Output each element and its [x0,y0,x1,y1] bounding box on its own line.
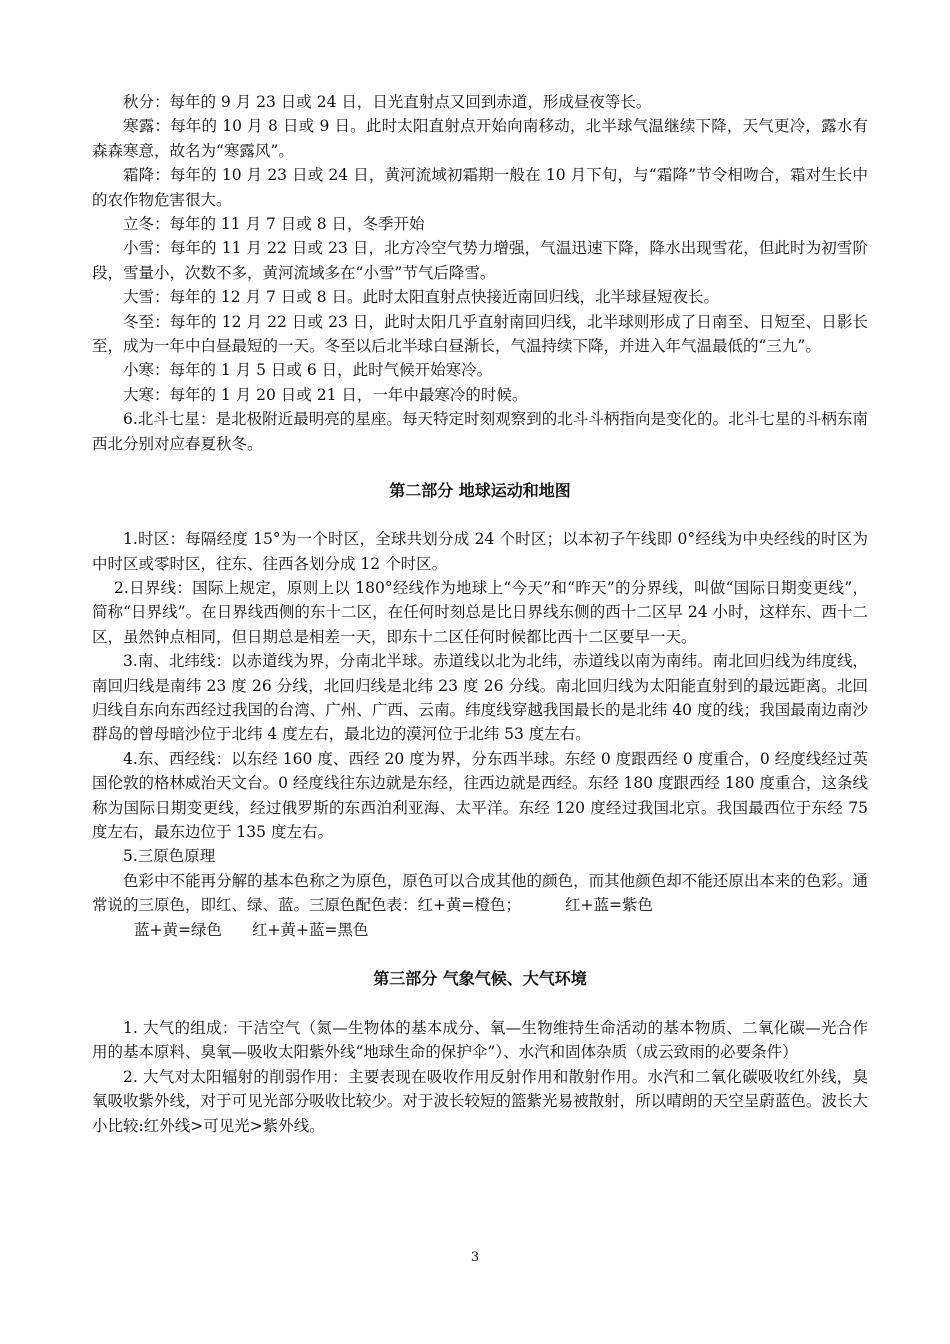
paragraph-major-cold: 大寒：每年的 1 月 20 日或 21 日，一年中最寒冷的时候。 [123,385,528,404]
section-heading-earth-motion: 第二部分 地球运动和地图 [389,481,571,501]
paragraph-minor-cold: 小寒：每年的 1 月 5 日或 6 日，此时气候开始寒冷。 [123,361,493,380]
primary-colors-text: 色彩中不能再分解的基本色称之为原色，原色可以合成其他的颜色，而其他颜色却不能还原出本来的色彩。通常说的三原色，即红、绿、蓝。三原色配色表：红+黄=橙色； [92,871,868,915]
paragraph-autumn-equinox: 秋分：每年的 9 月 23 日或 24 日，日光直射点又回到赤道，形成昼夜等长。 [123,93,652,111]
paragraph-color-mix-table [92,918,868,942]
paragraph-big-dipper: 6.北斗七星：是北极附近最明亮的星座。每天特定时刻观察到的北斗斗柄指向是变化的。北斗七星的斗柄东南西北分别对应春夏秋冬。 [92,410,868,453]
paragraph-latitude: 3.南、北纬线：以赤道线为界，分南北半球。赤道线以北为北纬，赤道线以南为南纬。南北回归线为纬度线，南回归线是南纬 23 度 26 分线，北回归线是北纬 23 度 26 分线。南北回归线为太阳能直射到的最远距离。北回归线自东向东西经过我国的台湾、广州、广西、云南。纬度线穿越我国最长的是北纬 40 度的线；我国最南边南沙群岛的曾母暗沙位于北纬 4 度左右，最北边的漠河位于北纬 53 度左右。 [92,652,868,744]
page-content [92,90,868,1138]
paragraph-start-of-winter: 立冬：每年的 11 月 7 日或 8 日，冬季开始 [123,215,425,234]
paragraph-major-snow: 大雪：每年的 12 月 7 日或 8 日。此时太阳直射点快接近南回归线，北半球昼短夜长。 [123,288,720,307]
paragraph-cold-dew: 寒露：每年的 10 月 8 日或 9 日。此时太阳直射点开始向南移动，北半球气温继续下降，天气更冷，露水有森森寒意，故名为“寒露风”。 [92,117,868,160]
color-mix-blue-yellow: 蓝+黄=绿色 [134,920,222,939]
page-number: 3 [470,1250,480,1265]
color-mix-red-blue: 红+蓝=紫色 [564,896,653,915]
paragraph-time-zones: 1.时区：每隔经度 15°为一个时区，全球共划分成 24 个时区；以本初子午线即 0°经线为中央经线的时区为中时区或零时区，往东、往西各划分成 12 个时区。 [92,530,868,573]
paragraph-atmosphere-composition: 1. 大气的组成：干洁空气（氮—生物体的基本成分、氧—生物维持生命活动的基本物质、二氧化碳—光合作用的基本原料、臭氧—吸收太阳紫外线“地球生命的保护伞”）、水汽和固体杂质（成云致雨的必要条件） [92,1019,868,1062]
paragraph-primary-colors-heading: 5.三原色原理 [123,847,216,866]
section-heading-weather-climate: 第三部分 气象气候、大气环境 [373,969,587,988]
paragraph-solar-radiation: 2. 大气对太阳辐射的削弱作用：主要表现在吸收作用反射作用和散射作用。水汽和二氧化碳吸收红外线，臭氧吸收紫外线，对于可见光部分吸收比较少。对于波长较短的篮紫光易被散射，所以晴朗的天空呈蔚蓝色。波长大小比较:红外线>可见光>紫外线。 [92,1067,868,1135]
color-mix-red-yellow-blue: 红+黄+蓝=黑色 [251,920,369,939]
paragraph-frost-descent: 霜降：每年的 10 月 23 日或 24 日，黄河流域初霜期一般在 10 月下旬，与“霜降”节令相吻合，霜对生长中的农作物危害很大。 [92,166,868,209]
paragraph-winter-solstice: 冬至：每年的 12 月 22 日或 23 日，此时太阳几乎直射南回归线，北半球则形成了日南至、日短至、日影长至，成为一年中白昼最短的一天。冬至以后北半球白昼渐长，气温持续下降，并进入年气温最低的“三九”。 [92,312,868,356]
paragraph-primary-colors [92,869,868,918]
paragraph-date-line: 2.日界线：国际上规定，原则上以 180°经线作为地球上“今天”和“昨天”的分界线，叫做“国际日期变更线”，简称“日界线”。在日界线西侧的东十二区，在任何时刻总是比日界线东侧的西十二区早 24 小时，这样东、西十二区，虽然钟点相同，但日期总是相差一天，即东十二区任何时候都比西十二区要早一天。 [92,578,868,646]
paragraph-minor-snow: 小雪：每年的 11 月 22 日或 23 日，北方冷空气势力增强，气温迅速下降，降水出现雪花，但此时为初雪阶段，雪量小，次数不多，黄河流域多在“小雪”节气后降雪。 [92,239,868,282]
paragraph-longitude: 4.东、西经线：以东经 160 度、西经 20 度为界，分东西半球。东经 0 度跟西经 0 度重合，0 经度线经过英国伦敦的格林威治天文台。0 经度线往东边就是东经，往西边就是西经。东经 180 度跟西经 180 度重合，这条线称为国际日期变更线，经过俄罗斯的东西泊利亚海、太平洋。东经 120 度经过我国北京。我国最西位于东经 75 度左右，最东边位于 135 度左右。 [92,749,868,841]
